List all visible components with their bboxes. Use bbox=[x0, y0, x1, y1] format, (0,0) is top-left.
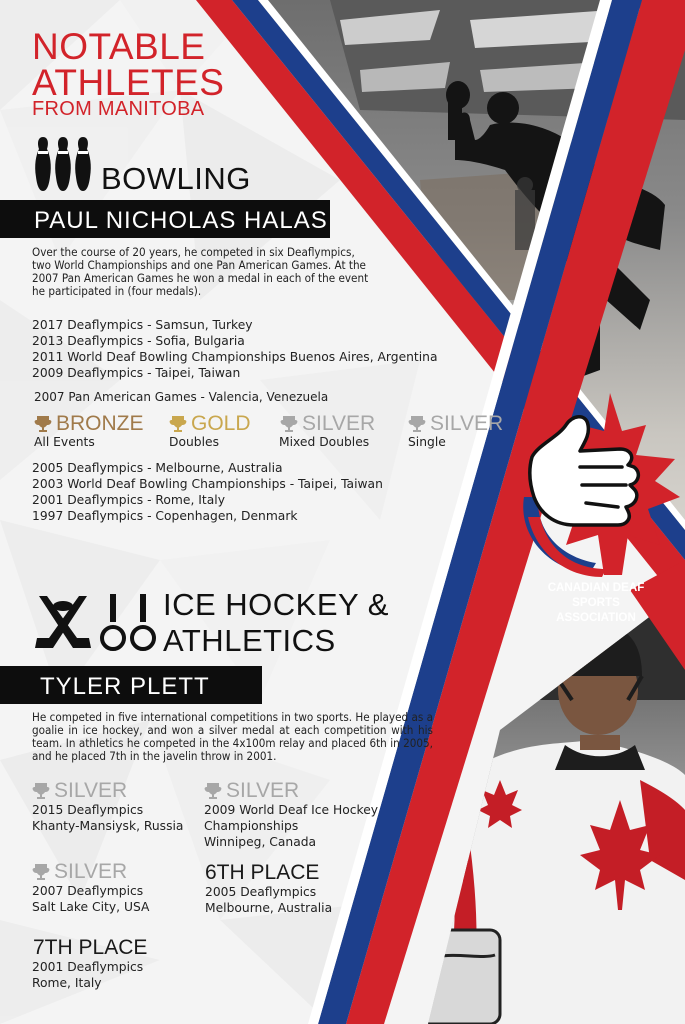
bowling-event-list-item: 2013 Deaflympics - Sofia, Bulgaria bbox=[32, 334, 245, 348]
trophy-icon bbox=[204, 782, 222, 800]
hockey-title-line-2: ATHLETICS bbox=[163, 623, 336, 658]
athlete-name-plett: TYLER PLETT bbox=[0, 666, 262, 704]
medal-label: SILVER bbox=[430, 412, 504, 435]
trophy-icon bbox=[408, 415, 426, 433]
bowling-event-list-item: 2017 Deaflympics - Samsun, Turkey bbox=[32, 318, 253, 332]
bowling-bio: Over the course of 20 years, he competed in six Deaflympics, two World Championships and one Pan American Games. At the 2007 Pan American Games he won a medal in each of the event he participated in (four medals). bbox=[32, 245, 369, 298]
medal-gold bbox=[169, 413, 251, 434]
medal-label: SILVER bbox=[302, 412, 376, 435]
hockey-sticks-puck-icon bbox=[33, 594, 93, 654]
bowling-event-list-item: 1997 Deaflympics - Copenhagen, Denmark bbox=[32, 509, 298, 523]
result-label: SILVER bbox=[54, 860, 128, 883]
trophy-icon bbox=[32, 863, 50, 881]
result-event: 2015 Deaflympics bbox=[32, 803, 144, 817]
hockey-title-line-1: ICE HOCKEY & bbox=[163, 587, 389, 622]
result-label: SILVER bbox=[54, 779, 128, 802]
trophy-icon bbox=[34, 415, 52, 433]
title-line-2: ATHLETES bbox=[32, 62, 225, 103]
medal-label: BRONZE bbox=[56, 412, 144, 435]
gymnastic-rings-icon bbox=[99, 594, 157, 654]
bowling-event-list-item: 2003 World Deaf Bowling Championships - Taipei, Taiwan bbox=[32, 477, 383, 491]
medal-label: GOLD bbox=[191, 412, 251, 435]
medal-event: All Events bbox=[34, 435, 95, 449]
medal-bronze bbox=[34, 413, 144, 434]
medal-event: Mixed Doubles bbox=[279, 435, 370, 449]
title-line-1: NOTABLE bbox=[32, 26, 206, 67]
athlete-name-halas: PAUL NICHOLAS HALAS bbox=[0, 200, 330, 238]
title-line-3: FROM MANITOBA bbox=[32, 98, 205, 120]
result-location: Melbourne, Australia bbox=[205, 901, 333, 915]
result-location: Salt Lake City, USA bbox=[32, 900, 150, 914]
bowling-title: BOWLING bbox=[101, 161, 251, 196]
medal-silver bbox=[408, 413, 503, 434]
result-location: Rome, Italy bbox=[32, 976, 102, 990]
result-event: 2005 Deaflympics bbox=[205, 885, 317, 899]
bowling-event-list-item: 2009 Deaflympics - Taipei, Taiwan bbox=[32, 366, 241, 380]
trophy-icon bbox=[169, 415, 187, 433]
result-silver bbox=[32, 861, 127, 882]
result-7th-place: 7TH PLACE bbox=[33, 936, 148, 959]
pan-am-games-heading: 2007 Pan American Games - Valencia, Venezuela bbox=[34, 390, 329, 404]
bowling-event-list-item: 2005 Deaflympics - Melbourne, Australia bbox=[32, 461, 283, 475]
bowling-event-list-item: 2001 Deaflympics - Rome, Italy bbox=[32, 493, 225, 507]
result-event: 2009 World Deaf Ice Hockey bbox=[204, 803, 379, 817]
hockey-bio: He competed in five international competitions in two sports. He played as a goalie in ice hockey, and won a silver medal at each competition with his team. In athletics he competed in the 4x100m relay and placed 6th in 2005, and he placed 7th in the javelin throw in 2001. bbox=[32, 710, 433, 763]
medal-silver bbox=[280, 413, 375, 434]
result-event: 2001 Deaflympics bbox=[32, 960, 144, 974]
result-event: 2007 Deaflympics bbox=[32, 884, 144, 898]
logo-line-1: CANADIAN DEAF bbox=[547, 581, 645, 594]
result-location: Khanty-Mansiysk, Russia bbox=[32, 819, 184, 833]
cdsa-logo-text bbox=[535, 580, 657, 625]
logo-line-2: SPORTS ASSOCIATION bbox=[556, 596, 636, 624]
result-label: SILVER bbox=[226, 779, 300, 802]
result-6th-place: 6TH PLACE bbox=[205, 861, 320, 884]
trophy-icon bbox=[280, 415, 298, 433]
trophy-icon bbox=[32, 782, 50, 800]
result-silver bbox=[204, 780, 299, 801]
result-silver bbox=[32, 780, 127, 801]
bowling-event-list-item: 2011 World Deaf Bowling Championships Buenos Aires, Argentina bbox=[32, 350, 438, 364]
bowling-pins-icon bbox=[33, 135, 93, 193]
result-event-cont: Championships bbox=[204, 819, 299, 833]
result-location: Winnipeg, Canada bbox=[204, 835, 317, 849]
medal-event: Single bbox=[408, 435, 446, 449]
medal-event: Doubles bbox=[169, 435, 219, 449]
